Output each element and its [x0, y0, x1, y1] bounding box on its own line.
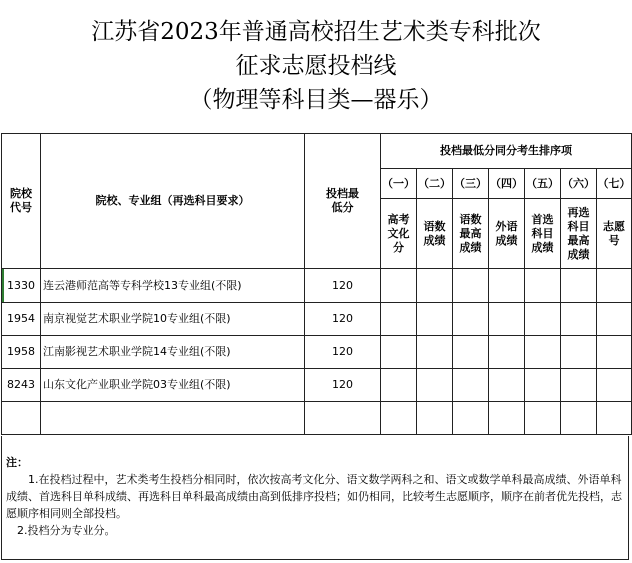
page-title-line-1: 江苏省2023年普通高校招生艺术类专科批次 [91, 19, 541, 45]
header-code: 院校代号 [2, 134, 41, 269]
row-score: 120 [305, 303, 381, 336]
table-row [2, 336, 632, 369]
notes-section [1, 436, 629, 560]
rank-item-6: 再选科目最高成绩 [561, 199, 597, 269]
empty-cell [2, 402, 41, 435]
empty-cell [489, 402, 525, 435]
empty-cell [525, 402, 561, 435]
row-rank-cell [453, 369, 489, 402]
row-rank-cell [489, 303, 525, 336]
row-rank-cell [525, 269, 561, 303]
rank-item-1: 高考文化分 [381, 199, 417, 269]
row-rank-cell [561, 336, 597, 369]
row-rank-cell [597, 303, 632, 336]
rank-num-7: （七） [597, 169, 632, 199]
row-rank-cell [417, 336, 453, 369]
row-name: 山东文化产业职业学院03专业组(不限) [41, 369, 305, 402]
notes-label: 注： [6, 456, 28, 469]
rank-item-5: 首选科目成绩 [525, 199, 561, 269]
row-rank-cell [489, 369, 525, 402]
table-row [2, 369, 632, 402]
row-rank-cell [561, 369, 597, 402]
row-rank-cell [381, 303, 417, 336]
rank-item-4: 外语成绩 [489, 199, 525, 269]
row-code: 1330 [2, 269, 41, 303]
row-name: 南京视觉艺术职业学院10专业组(不限) [41, 303, 305, 336]
rank-num-2: （二） [417, 169, 453, 199]
row-rank-cell [417, 369, 453, 402]
header-name [41, 134, 305, 269]
table-row [2, 269, 632, 303]
row-name: 江南影视艺术职业学院14专业组(不限) [41, 336, 305, 369]
row-rank-cell [525, 369, 561, 402]
row-name: 连云港师范高等专科学校13专业组(不限) [41, 269, 305, 303]
empty-cell [453, 402, 489, 435]
rank-num-6: （六） [561, 169, 597, 199]
rank-item-3: 语数最高成绩 [453, 199, 489, 269]
note-item-1: 1.在投档过程中，艺术类考生投档分相同时，依次按高考文化分、语文数学两科之和、语文或数学单科最高成绩、外语单科成绩、首选科目单科成绩、再选科目单科最高成绩由高到低排序投档；如仍相同，比较考生志愿顺序，顺序在前者优先投档，志愿顺序相同则全部投档。 [6, 473, 622, 520]
row-rank-cell [561, 269, 597, 303]
header-score: 投档最低分 [305, 134, 381, 269]
row-score: 120 [305, 269, 381, 303]
rank-num-4: （四） [489, 169, 525, 199]
rank-item-7: 志愿号 [597, 199, 632, 269]
row-rank-cell [597, 269, 632, 303]
empty-cell [305, 402, 381, 435]
page-subtitle: （物理等科目类—器乐） [189, 87, 443, 113]
page-title-line-2: 征求志愿投档线 [235, 53, 397, 79]
empty-cell [597, 402, 632, 435]
rank-num-1: （一） [381, 169, 417, 199]
rank-num-3: （三） [453, 169, 489, 199]
row-rank-cell [525, 336, 561, 369]
row-rank-cell [417, 303, 453, 336]
row-rank-cell [597, 336, 632, 369]
rank-num-5: （五） [525, 169, 561, 199]
admission-score-table [1, 133, 632, 435]
row-code: 1954 [2, 303, 41, 336]
empty-cell [561, 402, 597, 435]
row-rank-cell [597, 369, 632, 402]
rank-item-2: 语数成绩 [417, 199, 453, 269]
row-rank-cell [489, 336, 525, 369]
row-score: 120 [305, 369, 381, 402]
table-row-empty [2, 402, 632, 435]
row-rank-cell [381, 269, 417, 303]
row-rank-cell [525, 303, 561, 336]
row-rank-cell [381, 369, 417, 402]
row-code: 8243 [2, 369, 41, 402]
row-rank-cell [453, 269, 489, 303]
header-name-text: 院校、专业组（再选科目要求） [95, 194, 250, 207]
empty-cell [41, 402, 305, 435]
empty-cell [381, 402, 417, 435]
row-rank-cell [381, 336, 417, 369]
row-rank-cell [417, 269, 453, 303]
table-row [2, 303, 632, 336]
row-rank-cell [453, 303, 489, 336]
note-item-2: 2.投档分为专业分。 [17, 524, 116, 537]
row-rank-cell [561, 303, 597, 336]
row-rank-cell [453, 336, 489, 369]
header-rank-group: 投档最低分同分考生排序项 [381, 134, 632, 169]
empty-cell [417, 402, 453, 435]
row-code: 1958 [2, 336, 41, 369]
row-score: 120 [305, 336, 381, 369]
row-rank-cell [489, 269, 525, 303]
